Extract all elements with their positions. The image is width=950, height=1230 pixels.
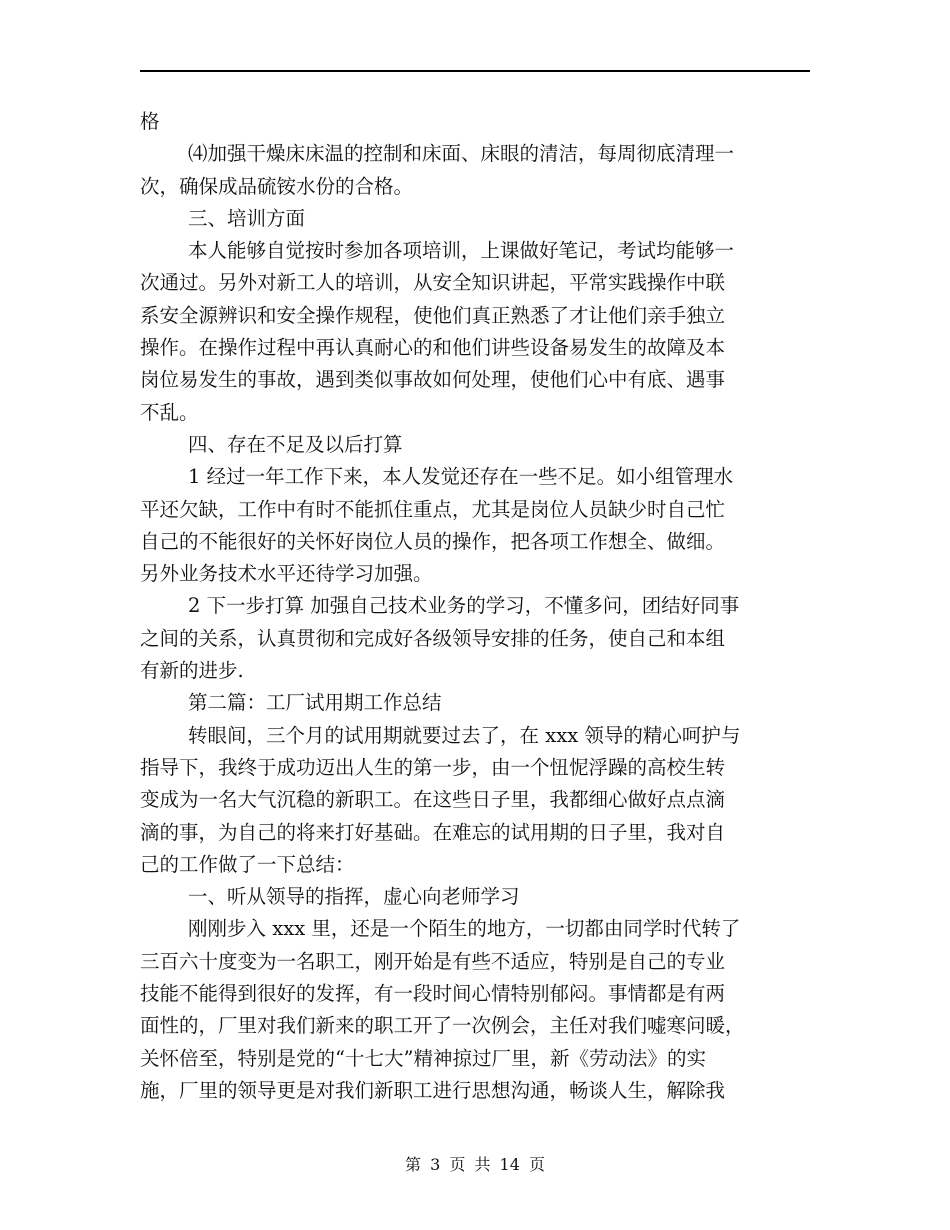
text-line: 第二篇：工厂试用期工作总结	[188, 691, 442, 715]
text-line: 刚刚步入 xxx 里，还是一个陌生的地方，一切都由同学时代转了	[188, 917, 741, 941]
text-line: 变成为一名大气沉稳的新职工。在这些日子里，我都细心做好点点滴	[140, 788, 726, 812]
text-line: 转眼间，三个月的试用期就要过去了，在 xxx 领导的精心呵护与	[188, 723, 741, 747]
text-line: 有新的进步.	[140, 659, 244, 683]
text-line: 技能不能得到很好的发挥，有一段时间心情特别郁闷。事情都是有两	[140, 982, 726, 1006]
text-line: 滴的事，为自己的将来打好基础。在难忘的试用期的日子里，我对自	[140, 820, 726, 844]
header-rule	[140, 70, 810, 72]
text-line: 另外业务技术水平还待学习加强。	[140, 562, 433, 586]
text-line: 自己的不能很好的关怀好岗位人员的操作，把各项工作想全、做细。	[140, 529, 726, 553]
text-line: 一、听从领导的指挥，虚心向老师学习	[188, 885, 520, 909]
page-footer: 第 3 页 共 14 页	[405, 1155, 545, 1174]
text-line: 指导下，我终于成功迈出人生的第一步，由一个忸怩浮躁的高校生转	[140, 755, 726, 779]
text-line: 不乱。	[140, 400, 199, 424]
text-line: 格	[140, 110, 160, 133]
document-body	[140, 106, 810, 1107]
text-line: 岗位易发生的事故，遇到类似事故如何处理，使他们心中有底、遇事	[140, 368, 726, 392]
text-line: 关怀倍至，特别是党的“十七大”精神掠过厂里，新《劳动法》的实	[140, 1046, 706, 1070]
text-line: 1 经过一年工作下来，本人发觉还存在一些不足。如小组管理水	[188, 465, 734, 489]
text-line: 施，厂里的领导更是对我们新职工进行思想沟通，畅谈人生，解除我	[140, 1078, 726, 1102]
text-line: 三、培训方面	[188, 206, 306, 230]
text-line: 次，确保成品硫铵水份的合格。	[140, 174, 414, 198]
text-line: 本人能够自觉按时参加各项培训，上课做好笔记，考试均能够一	[188, 239, 735, 263]
text-line: 面性的，厂里对我们新来的职工开了一次例会，主任对我们嘘寒问暖，	[140, 1014, 745, 1038]
text-line: 平还欠缺，工作中有时不能抓住重点，尤其是岗位人员缺少时自己忙	[140, 497, 726, 521]
text-line: 四、存在不足及以后打算	[188, 432, 403, 456]
text-line: 之间的关系，认真贯彻和完成好各级领导安排的任务，使自己和本组	[140, 626, 726, 650]
text-line: 三百六十度变为一名职工，刚开始是有些不适应，特别是自己的专业	[140, 949, 726, 973]
text-line: ⑷加强干燥床床温的控制和床面、床眼的清洁，每周彻底清理一	[188, 142, 735, 166]
text-line: 次通过。另外对新工人的培训，从安全知识讲起，平常实践操作中联	[140, 271, 726, 295]
text-line: 系安全源辨识和安全操作规程，使他们真正熟悉了才让他们亲手独立	[140, 303, 726, 327]
text-line: 2 下一步打算 加强自己技术业务的学习，不懂多问，团结好同事	[188, 594, 740, 618]
text-line: 操作。在操作过程中再认真耐心的和他们讲些设备易发生的故障及本	[140, 336, 726, 360]
text-line: 己的工作做了一下总结：	[140, 852, 355, 876]
